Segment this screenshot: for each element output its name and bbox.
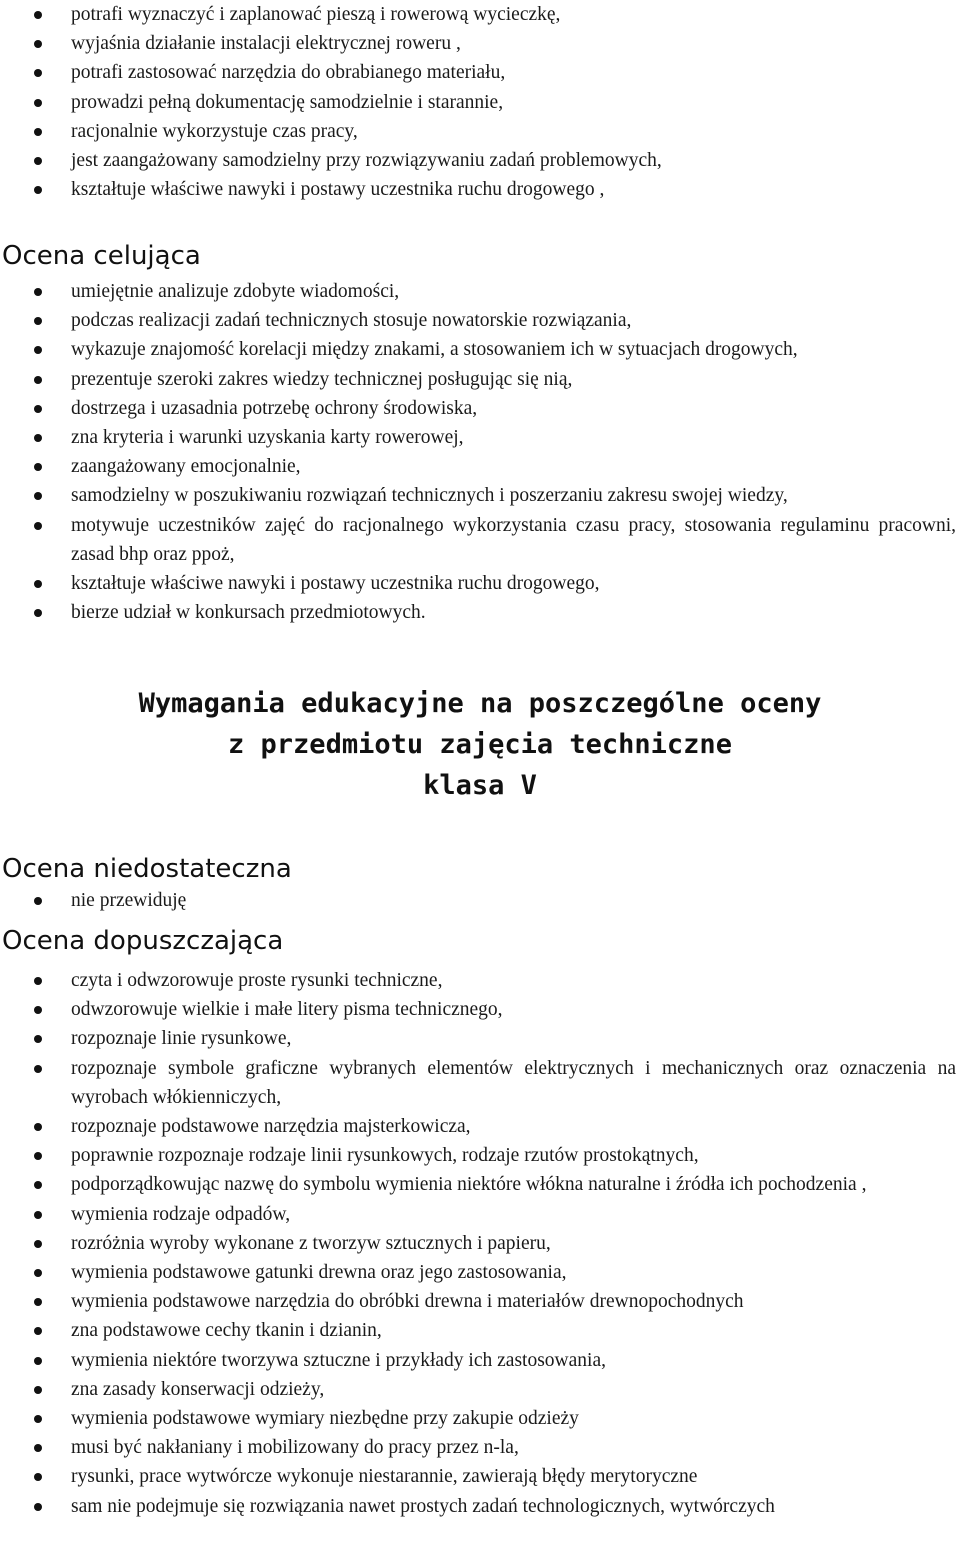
bullet-icon — [34, 1006, 42, 1014]
bullet-icon — [34, 1444, 42, 1452]
bullet-icon — [34, 1473, 42, 1481]
bullet-icon — [34, 977, 42, 985]
bullet-icon — [34, 40, 42, 48]
bullet-icon — [34, 11, 42, 19]
bullet-icon — [34, 609, 42, 617]
list-item — [0, 277, 960, 306]
section-celujaca — [0, 239, 960, 627]
bullet-icon — [34, 897, 42, 905]
list-item — [0, 88, 960, 117]
list-item-text: samodzielny w poszukiwaniu rozwiązań technicznych i poszerzaniu zakresu swojej wiedzy, — [71, 485, 788, 507]
bullet-icon — [34, 1211, 42, 1219]
dopuszczajaca-list — [0, 966, 960, 1521]
list-item-text: wymienia podstawowe wymiary niezbędne przy zakupie odzieży — [71, 1408, 579, 1430]
bullet-icon — [34, 376, 42, 384]
bullet-icon — [34, 186, 42, 194]
list-item — [0, 1024, 960, 1053]
list-item — [0, 394, 960, 423]
list-item — [0, 569, 960, 598]
list-item — [0, 29, 960, 58]
list-item-text: dostrzega i uzasadnia potrzebę ochrony środowiska, — [71, 397, 478, 419]
list-item-text: wymienia rodzaje odpadów, — [71, 1203, 291, 1225]
list-item — [0, 335, 960, 364]
list-item — [0, 365, 960, 394]
bullet-icon — [34, 434, 42, 442]
bullet-icon — [34, 580, 42, 588]
list-item-text: zaangażowany emocjonalnie, — [71, 456, 301, 478]
niedostateczna-list — [0, 886, 960, 915]
bullet-icon — [34, 317, 42, 325]
list-item-text: zna kryteria i warunki uzyskania karty rowerowej, — [71, 427, 464, 449]
heading-ocena-dopuszczajaca: Ocena dopuszczająca — [2, 926, 284, 956]
list-item-text: poprawnie rozpoznaje rodzaje linii rysunkowych, rodzaje rzutów prostokątnych, — [71, 1145, 699, 1167]
list-item — [0, 1287, 960, 1316]
list-item-text: nie przewiduję — [71, 890, 187, 911]
list-item-text: racjonalnie wykorzystuje czas pracy, — [71, 120, 358, 142]
list-item-text: musi być nakłaniany i mobilizowany do pracy przez n-la, — [71, 1437, 519, 1459]
list-item-text: wyjaśnia działanie instalacji elektrycznej roweru , — [71, 33, 461, 55]
list-item-text: rozróżnia wyroby wykonane z tworzyw sztucznych i papieru, — [71, 1232, 551, 1254]
list-item — [0, 598, 960, 627]
title-line-2: z przedmiotu zajęcia techniczne — [228, 729, 732, 760]
list-item-text: zna podstawowe cechy tkanin i dzianin, — [71, 1320, 382, 1342]
list-item — [0, 1112, 960, 1141]
list-item — [0, 1346, 960, 1375]
title-line-1: Wymagania edukacyjne na poszczególne oceny — [138, 688, 822, 719]
bullet-icon — [34, 69, 42, 77]
bullet-icon — [34, 1327, 42, 1335]
bullet-icon — [34, 1357, 42, 1365]
list-item-text: rysunki, prace wytwórcze wykonuje niestarannie, zawierają błędy merytoryczne — [71, 1466, 698, 1488]
list-item — [0, 511, 960, 569]
list-item — [0, 1229, 960, 1258]
list-item-text: prezentuje szeroki zakres wiedzy technicznej posługując się nią, — [71, 368, 573, 390]
list-item-text: prowadzi pełną dokumentację samodzielnie i starannie, — [71, 91, 504, 113]
list-item-text: rozpoznaje podstawowe narzędzia majsterkowicza, — [71, 1116, 471, 1138]
list-item-text: potrafi wyznaczyć i zaplanować pieszą i rowerową wycieczkę, — [71, 4, 561, 25]
list-item — [0, 481, 960, 510]
bullet-icon — [34, 128, 42, 136]
list-item — [0, 886, 960, 915]
list-item — [0, 452, 960, 481]
list-item — [0, 1054, 960, 1112]
list-item — [0, 58, 960, 87]
bullet-icon — [34, 346, 42, 354]
list-item-text: wymienia niektóre tworzywa sztuczne i przykłady ich zastosowania, — [71, 1349, 606, 1371]
heading-ocena-niedostateczna: Ocena niedostateczna — [2, 854, 292, 884]
intro-list — [0, 0, 960, 204]
bullet-icon — [34, 288, 42, 296]
bullet-icon — [34, 1123, 42, 1131]
list-item-text: motywuje uczestników zajęć do racjonalnego wykorzystania czasu pracy, stosowania regulaminu pracowni, zasad bhp oraz ppoż, — [71, 514, 956, 565]
list-item — [0, 1200, 960, 1229]
list-item-text: bierze udział w konkursach przedmiotowych. — [71, 602, 426, 624]
list-item-text: wymienia podstawowe gatunki drewna oraz jego zastosowania, — [71, 1262, 567, 1284]
list-item — [0, 1492, 960, 1521]
bullet-icon — [34, 1152, 42, 1160]
section-dopuszczajaca — [0, 924, 960, 1521]
bullet-icon — [34, 405, 42, 413]
section-niedostateczna — [0, 852, 960, 915]
list-item-text: potrafi zastosować narzędzia do obrabianego materiału, — [71, 62, 506, 84]
list-item — [0, 1316, 960, 1345]
title-line-3: klasa V — [423, 770, 537, 801]
list-item — [0, 1462, 960, 1491]
bullet-icon — [34, 1503, 42, 1511]
bullet-icon — [34, 1415, 42, 1423]
list-item-text: rozpoznaje linie rysunkowe, — [71, 1028, 292, 1050]
list-item — [0, 1258, 960, 1287]
list-item — [0, 995, 960, 1024]
list-item-text: jest zaangażowany samodzielny przy rozwiązywaniu zadań problemowych, — [71, 150, 662, 172]
list-item-text: umiejętnie analizuje zdobyte wiadomości, — [71, 281, 400, 302]
list-item — [0, 0, 960, 29]
list-item-text: kształtuje właściwe nawyki i postawy uczestnika ruchu drogowego, — [71, 573, 600, 595]
heading-ocena-celujaca: Ocena celująca — [2, 241, 201, 271]
list-item — [0, 306, 960, 335]
list-item — [0, 1433, 960, 1462]
list-item-text: podporządkowując nazwę do symbolu wymienia niektóre włókna naturalne i źródła ich pochodzenia , — [71, 1174, 867, 1196]
celujaca-list — [0, 277, 960, 627]
document-title — [0, 683, 960, 806]
list-item-text: podczas realizacji zadań technicznych stosuje nowatorskie rozwiązania, — [71, 310, 632, 332]
bullet-icon — [34, 522, 42, 530]
list-item-text: rozpoznaje symbole graficzne wybranych elementów elektrycznych i mechanicznych oraz oznaczenia na wyrobach włókienniczych, — [71, 1057, 956, 1108]
list-item — [0, 1141, 960, 1170]
list-item-text: sam nie podejmuje się rozwiązania nawet prostych zadań technologicznych, wytwórczych — [71, 1495, 775, 1517]
list-item — [0, 966, 960, 995]
bullet-icon — [34, 1298, 42, 1306]
list-item-text: zna zasady konserwacji odzieży, — [71, 1378, 325, 1400]
list-item-text: odwzorowuje wielkie i małe litery pisma technicznego, — [71, 999, 503, 1021]
bullet-icon — [34, 492, 42, 500]
bullet-icon — [34, 1240, 42, 1248]
bullet-icon — [34, 1035, 42, 1043]
bullet-icon — [34, 157, 42, 165]
bullet-icon — [34, 1386, 42, 1394]
list-item-text: kształtuje właściwe nawyki i postawy uczestnika ruchu drogowego , — [71, 179, 605, 201]
bullet-icon — [34, 1181, 42, 1189]
list-item — [0, 1404, 960, 1433]
bullet-icon — [34, 1269, 42, 1277]
list-item — [0, 1170, 960, 1199]
list-item — [0, 1375, 960, 1404]
bullet-icon — [34, 99, 42, 107]
list-item — [0, 423, 960, 452]
list-item-text: wymienia podstawowe narzędzia do obróbki drewna i materiałów drewnopochodnych — [71, 1291, 744, 1313]
list-item-text: czyta i odwzorowuje proste rysunki techniczne, — [71, 970, 443, 991]
bullet-icon — [34, 463, 42, 471]
list-item — [0, 175, 960, 204]
bullet-icon — [34, 1065, 42, 1073]
list-item — [0, 146, 960, 175]
list-item-text: wykazuje znajomość korelacji między znakami, a stosowaniem ich w sytuacjach drogowych, — [71, 339, 798, 361]
list-item — [0, 117, 960, 146]
